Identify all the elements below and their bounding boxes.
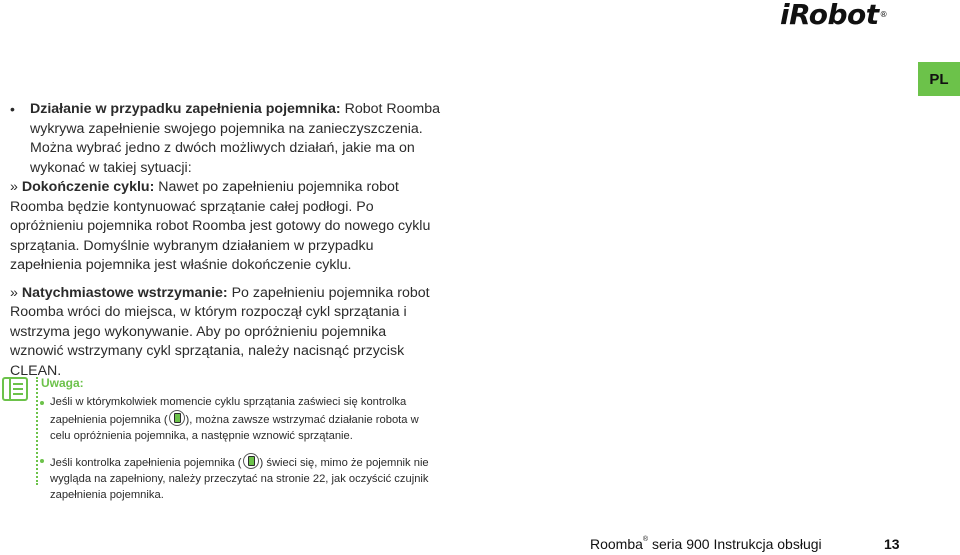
logo-reg-mark: ® <box>879 10 888 19</box>
irobot-logo <box>780 0 902 30</box>
note-item-2 <box>38 453 438 503</box>
main-content <box>10 100 442 381</box>
full-bin-bullet <box>10 100 442 178</box>
note-item-2-text-b: ) świeci się, mimo że pojemnik nie wygląda na zapełniony, należy przeczytać na stronie 22, jak oczyścić czujnik zapełnienia pojemnika. <box>50 457 429 501</box>
note-icon <box>2 377 28 401</box>
note-title: Uwaga: <box>41 376 84 390</box>
sub1-title: Dokończenie cyklu: <box>21 179 155 195</box>
bullet-marker: • <box>10 101 15 117</box>
footer-product: Roomba <box>590 536 643 552</box>
footer-title <box>590 536 822 552</box>
note-item-1 <box>38 395 438 445</box>
note-box <box>38 376 438 512</box>
note-bullet <box>40 459 44 463</box>
bullet-text: Robot Roomba wykrywa zapełnienie swojego pojemnika na zanieczyszczenia. Można wybrać jedno z dwóch możliwych działań, jakie ma on wykonać w takiej sytuacji: <box>30 101 441 176</box>
sub2-title: Natychmiastowe wstrzymanie: <box>21 284 228 301</box>
note-item-2-text-a: Jeśli kontrolka zapełnienia pojemnika ( <box>50 457 242 470</box>
bin-full-icon <box>169 410 185 426</box>
sub2-marker: » <box>10 284 18 301</box>
note-item-1-text-a: Jeśli w którymkolwiek momencie cyklu sprzątania zaświeci się kontrolka zapełnienia pojemnika ( <box>50 395 407 427</box>
bin-full-icon <box>243 453 259 469</box>
footer-reg-mark: ® <box>642 536 649 543</box>
sub1-marker: » <box>10 179 18 195</box>
sub1-text: Nawet po zapełnieniu pojemnika robot Roomba będzie kontynuować sprzątanie całej podłogi. Po opróżnieniu pojemnika robot Roomba jest gotowy do nowego cyklu sprzątania. Domyślnie wybranym działaniem w przypadku zapełnienia pojemnika jest właśnie dokończenie cyklu. <box>10 179 431 273</box>
logo-text: iRobot <box>780 0 879 31</box>
footer-rest: seria 900 Instrukcja obsługi <box>648 536 822 552</box>
note-item-1-text-b: ), można zawsze wstrzymać działanie robota w celu opróżnienia pojemnika, a następnie wznowić sprzątanie. <box>50 414 419 442</box>
sub2-text: Po zapełnieniu pojemnika robot Roomba wróci do miejsca, w którym rozpoczął cykl sprzątania i wstrzyma jego wykonywanie. Aby po opróżnieniu pojemnika wznowić wstrzymany cykl sprzątania, należy nacisnąć przycisk CLEAN. <box>10 284 430 379</box>
finish-cycle-option <box>10 178 442 276</box>
immediate-pause-option <box>10 284 442 382</box>
bullet-title: Działanie w przypadku zapełnienia pojemnika: <box>30 101 341 117</box>
note-bullet <box>40 401 44 405</box>
language-tab: PL <box>918 62 960 96</box>
page-number: 13 <box>884 536 900 552</box>
